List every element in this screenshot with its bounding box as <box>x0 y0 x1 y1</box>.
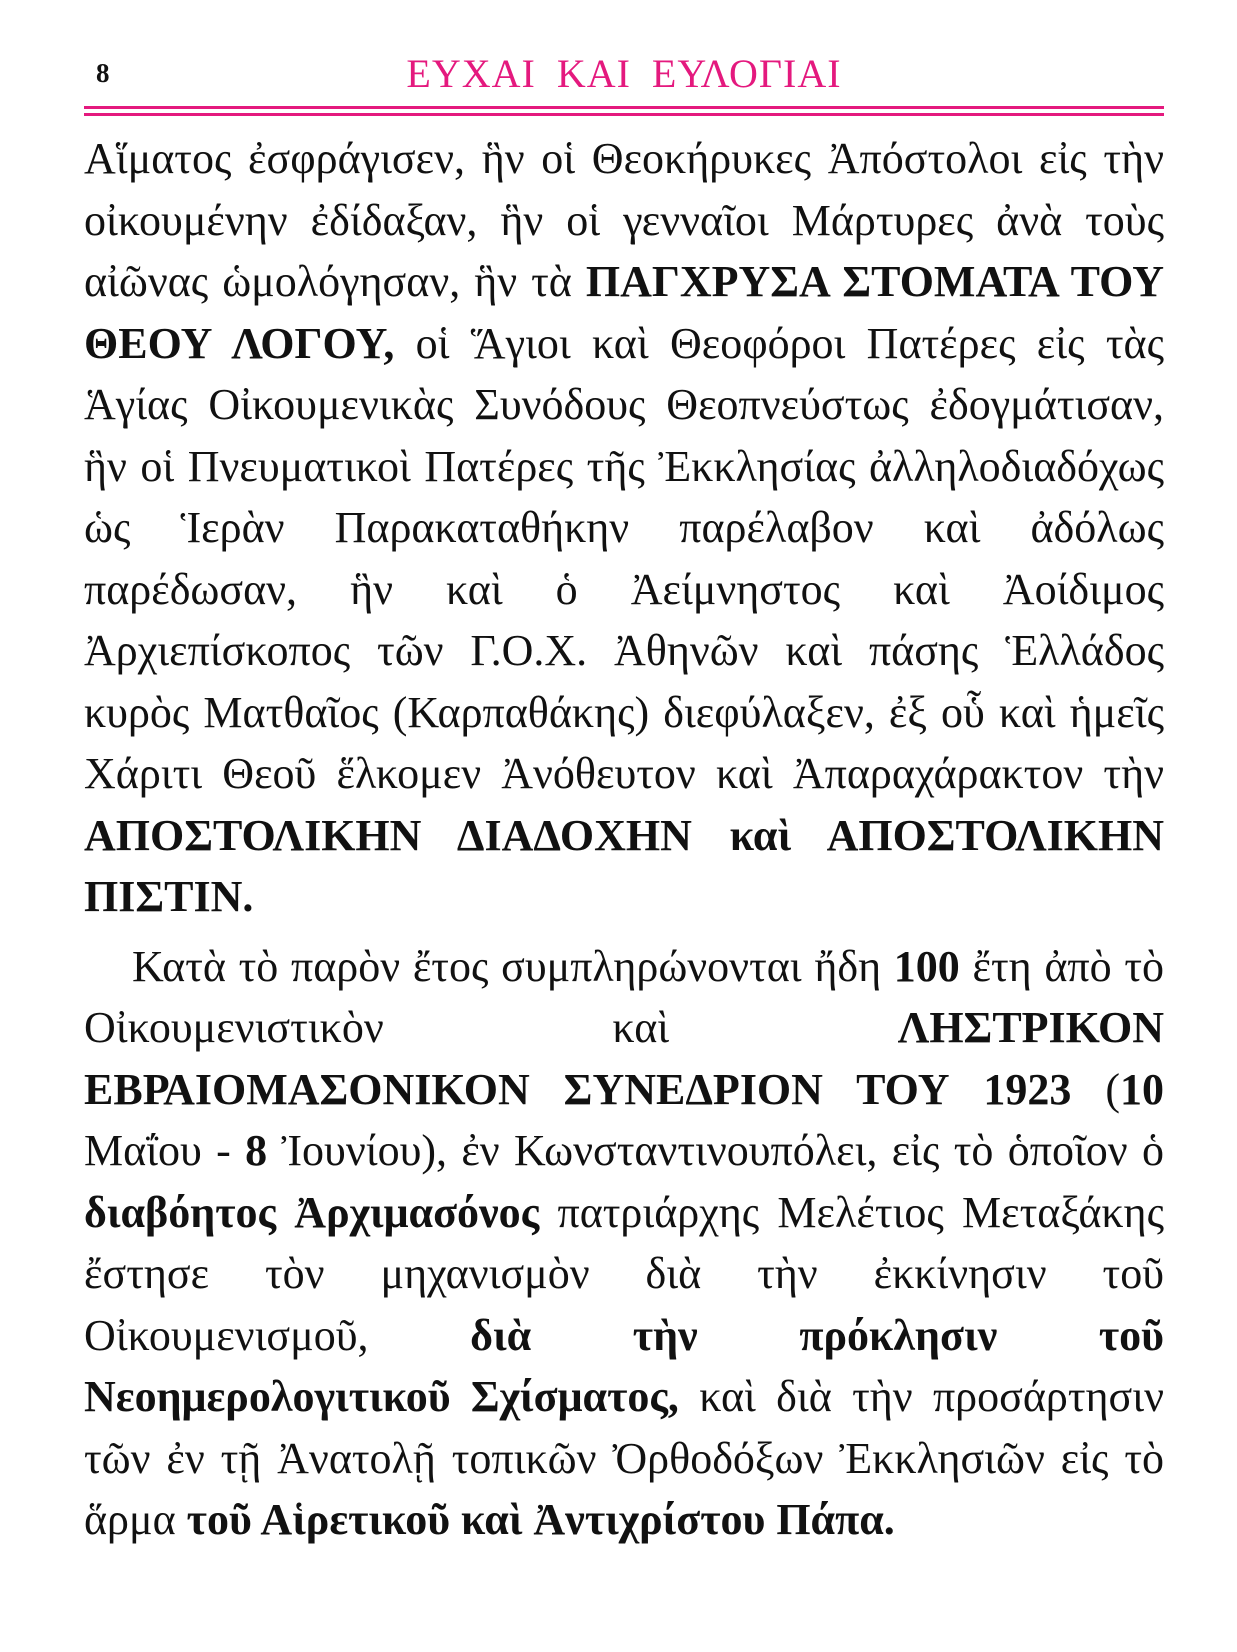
text-run: ( <box>1071 1064 1120 1114</box>
bold-text-run: 100 <box>893 941 960 991</box>
bold-text-run: 8 <box>245 1126 268 1175</box>
page-header <box>84 50 1164 100</box>
bold-text-run: τοῦ Αἱρετικοῦ καὶ Ἀντιχρίστου Πάπα. <box>186 1495 895 1544</box>
paragraph <box>84 128 1164 928</box>
running-title: ΕΥΧΑΙ ΚΑΙ ΕΥΛΟΓΙΑΙ <box>406 51 842 96</box>
bold-text-run: διὰ τὴν πρόκλησιν τοῦ Νεοημερολογιτικοῦ Σχίσματος, <box>84 1310 1164 1421</box>
text-run: Ἰουνίου), ἐν Κωνσταντινουπόλει, εἰς τὸ ὁποῖον ὁ <box>267 1126 1164 1175</box>
text-run: Αἵματος ἐσφράγισεν, ἣν οἱ Θεοκήρυκες Ἀπόστολοι εἰς τὴν οἰκουμένην ἐδίδαξαν, ἣν οἱ γενναῖοι Μάρτυρες ἀνὰ τοὺς αἰῶνας ὡμολόγησαν, ἣν τὰ <box>84 134 1164 306</box>
bold-text-run: ΑΠΟΣΤΟΛΙΚΗΝ ΔΙΑΔΟΧΗΝ καὶ ΑΠΟΣΤΟΛΙΚΗΝ ΠΙΣΤΙΝ. <box>84 810 1164 921</box>
text-run: οἱ Ἅγιοι καὶ Θεοφόροι Πατέρες εἰς τὰς Ἁγίας Οἰκουμενικὰς Συνόδους Θεοπνεύστως ἐδογμάτισαν, ἣν οἱ Πνευματικοὶ Πατέρες τῆς Ἐκκλησίας ἀλληλοδιαδόχως ὡς Ἱερὰν Παρακαταθήκην παρέλαβον καὶ ἀδόλως παρέδωσαν, ἣν καὶ ὁ Ἀείμνηστος καὶ Ἀοίδιμος Ἀρχιεπίσκοπος τῶν Γ.Ο.Χ. Ἀθηνῶν καὶ πάσης Ἑλλάδος κυρὸς Ματθαῖος (Καρπαθάκης) διεφύλαξεν, ἐξ οὗ καὶ ἡμεῖς Χάριτι Θεοῦ ἕλκομεν Ἀνόθευτον καὶ Ἀπαραχάρακτον τὴν <box>84 318 1164 798</box>
bold-text-run: ΛΗΣΤΡΙΚΟΝ ΕΒΡΑΙΟΜΑΣΟΝΙΚΟΝ ΣΥΝΕΔΡΙΟΝ ΤΟΥ 1923 <box>84 1003 1164 1114</box>
text-run: ἔτη ἀπὸ τὸ Οἰκουμενιστικὸν καὶ <box>84 941 1165 1052</box>
header-rule-top <box>84 106 1164 109</box>
header-rule-bottom <box>84 113 1164 116</box>
bold-text-run: ΠΑΓΧΡΥΣΑ ΣΤΟΜΑΤΑ ΤΟΥ ΘΕΟΥ ΛΟΓΟΥ, <box>84 257 1164 368</box>
bold-text-run: 10 <box>1119 1064 1164 1114</box>
text-run: πατριάρχης Μελέτιος Μεταξάκης ἔστησε τὸν μηχανισμὸν διὰ τὴν ἐκκίνησιν τοῦ Οἰκουμενισμοῦ, <box>84 1187 1164 1360</box>
text-run: Κατὰ τὸ παρὸν ἔτος συμπληρώνονται ἤδη <box>132 941 894 991</box>
paragraph <box>84 936 1164 1551</box>
text-run: Μαΐου - <box>84 1126 246 1175</box>
bold-text-run: διαβόητος Ἀρχιμασόνος <box>84 1187 540 1237</box>
page-number: 8 <box>96 58 110 88</box>
text-run: καὶ διὰ τὴν προσάρτησιν τῶν ἐν τῇ Ἀνατολῇ τοπικῶν Ὀρθοδόξων Ἐκκλησιῶν εἰς τὸ ἅρμα <box>84 1372 1164 1544</box>
body-text <box>84 128 1164 1551</box>
